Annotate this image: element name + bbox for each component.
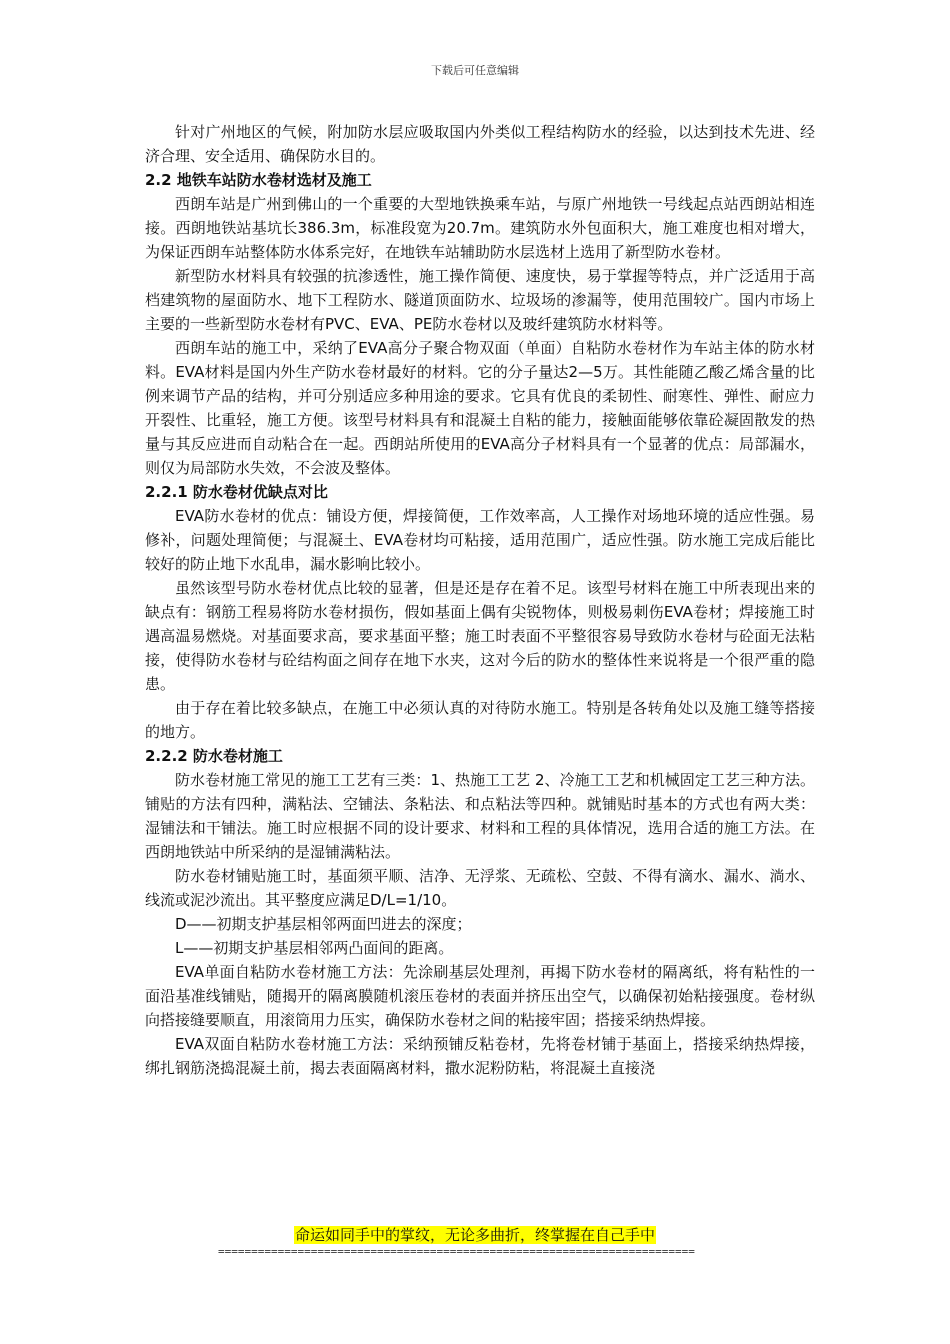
paragraph: 虽然该型号防水卷材优点比较的显著，但是还是存在着不足。该型号材料在施工中所表现出来的缺点有：钢筋工程易将防水卷材损伤，假如基面上偶有尖锐物体，则极易刺伤EVA卷材；焊接施工时遇高温易燃烧。对基面要求高，要求基面平整；施工时表面不平整很容易导致防水卷材与砼面无法粘接，使得防水卷材与砼结构面之间存在地下水夹，这对今后的防水的整体性来说将是一个很严重的隐患。	[145, 579, 815, 693]
paragraph: 新型防水材料具有较强的抗渗透性，施工操作简便、速度快，易于掌握等特点，并广泛适用于高档建筑物的屋面防水、地下工程防水、隧道顶面防水、垃圾场的渗漏等，使用范围较广。国内市场上主要的一些新型防水卷材有PVC、EVA、PE防水卷材以及玻纤建筑防水材料等。	[145, 267, 815, 333]
document-body	[145, 120, 815, 1080]
paragraph: D——初期支护基层相邻两面凹进去的深度；	[175, 915, 472, 933]
paragraph: 西朗车站是广州到佛山的一个重要的大型地铁换乘车站，与原广州地铁一号线起点站西朗站相连接。西朗地铁站基坑长386.3m，标准段宽为20.7m。建筑防水外包面积大，施工难度也相对增大，为保证西朗车站整体防水体系完好，在地铁车站辅助防水层选材上选用了新型防水卷材。	[145, 195, 815, 261]
paragraph: L——初期支护基层相邻两凸面间的距离。	[175, 939, 454, 957]
paragraph: 针对广州地区的气候，附加防水层应吸取国内外类似工程结构防水的经验，以达到技术先进、经济合理、安全适用、确保防水目的。	[145, 123, 815, 165]
paragraph: 防水卷材施工常见的施工工艺有三类：1、热施工工艺 2、冷施工工艺和机械固定工艺三种方法。铺贴的方法有四种，满粘法、空铺法、条粘法、和点粘法等四种。就铺贴时基本的方式也有两大类：湿铺法和干铺法。施工时应根据不同的设计要求、材料和工程的具体情况，选用合适的施工方法。在西朗地铁站中所采纳的是湿铺满粘法。	[145, 771, 815, 861]
footer-quote-text: 命运如同手中的掌纹，无论多曲折，终掌握在自己手中	[294, 1226, 655, 1244]
page-header: 下载后可任意编辑	[431, 64, 519, 77]
paragraph: 西朗车站的施工中，采纳了EVA高分子聚合物双面（单面）自粘防水卷材作为车站主体的防水材料。EVA材料是国内外生产防水卷材最好的材料。它的分子量达2—5万。其性能随乙酸乙烯含量的比例来调节产品的结构，并可分别适应多种用途的要求。它具有优良的柔韧性、耐寒性、弹性、耐应力开裂性、比重轻，施工方便。该型号材料具有和混凝土自粘的能力，接触面能够依靠砼凝固散发的热量与其反应进而自动粘合在一起。西朗站所使用的EVA高分子材料具有一个显著的优点：局部漏水，则仅为局部防水失效，不会波及整体。	[145, 339, 815, 477]
footer-quote	[0, 1225, 950, 1245]
paragraph: 防水卷材铺贴施工时，基面须平顺、洁净、无浮浆、无疏松、空鼓、不得有滴水、漏水、淌水、线流或泥沙流出。其平整度应满足D/L=1/10。	[145, 867, 815, 909]
section-heading: 2.2.2 防水卷材施工	[145, 747, 283, 765]
section-heading: 2.2.1 防水卷材优缺点对比	[145, 483, 328, 501]
paragraph: 由于存在着比较多缺点，在施工中必须认真的对待防水施工。特别是各转角处以及施工缝等搭接的地方。	[145, 699, 815, 741]
paragraph: EVA双面自粘防水卷材施工方法：采纳预铺反粘卷材，先将卷材铺于基面上，搭接采纳热焊接，绑扎钢筋浇捣混凝土前，揭去表面隔离材料，撒水泥粉防粘，将混凝土直接浇	[145, 1035, 815, 1077]
section-heading: 2.2 地铁车站防水卷材选材及施工	[145, 171, 372, 189]
paragraph: EVA防水卷材的优点：铺设方便，焊接简便，工作效率高，人工操作对场地环境的适应性强。易修补，问题处理简便；与混凝土、EVA卷材均可粘接，适用范围广，适应性强。防水施工完成后能比较好的防止地下水乱串，漏水影响比较小。	[145, 507, 815, 573]
paragraph: EVA单面自粘防水卷材施工方法：先涂刷基层处理剂，再揭下防水卷材的隔离纸，将有粘性的一面沿基准线铺贴，随揭开的隔离膜随机滚压卷材的表面并挤压出空气，以确保初始粘接强度。卷材纵向搭接缝要顺直，用滚筒用力压实，确保防水卷材之间的粘接牢固；搭接采纳热焊接。	[145, 963, 815, 1029]
footer-divider: ========================================================================	[218, 1245, 695, 1258]
